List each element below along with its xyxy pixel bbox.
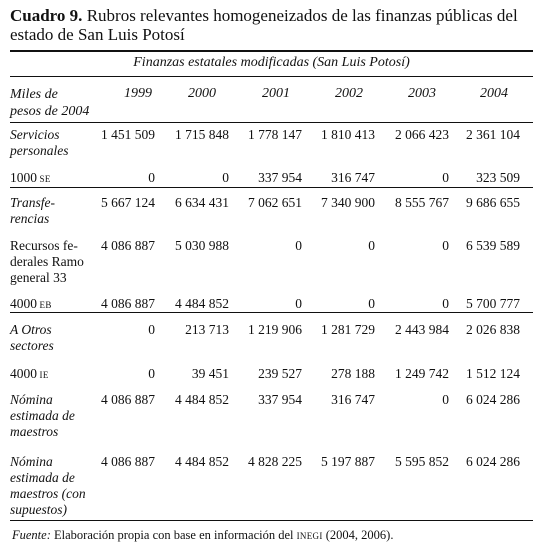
source-text-after: (2004, 2006). xyxy=(325,528,394,542)
row-label-line: rencias xyxy=(10,211,50,226)
table-cell: 1 249 742 xyxy=(395,366,449,381)
row-label-line: Transfe- xyxy=(10,195,56,210)
table-cell: 0 xyxy=(368,296,375,311)
table-cell: 9 686 655 xyxy=(466,195,520,210)
table-cell: 0 xyxy=(148,366,155,381)
year-header-2001: 2001 xyxy=(262,86,290,101)
table-cell: 337 954 xyxy=(258,170,302,185)
top-rule xyxy=(10,50,533,52)
table-cell: 4 086 887 xyxy=(101,238,155,253)
subtitle-rule xyxy=(10,76,533,77)
table-caption xyxy=(10,6,535,44)
table-cell: 5 197 887 xyxy=(321,454,375,469)
caption-text: Rubros relevantes homogeneizados de las finanzas públicas del estado de San Luis Potosí xyxy=(10,6,518,44)
year-header-2002: 2002 xyxy=(335,86,363,101)
row-label xyxy=(10,127,69,159)
row-label-line: maestros xyxy=(10,424,59,439)
table-cell: 2 026 838 xyxy=(466,322,520,337)
table-cell: 6 539 589 xyxy=(466,238,520,253)
bottom-rule xyxy=(10,520,533,521)
year-header-1999: 1999 xyxy=(124,86,152,101)
table-cell: 4 086 887 xyxy=(101,296,155,311)
row-label xyxy=(10,170,51,187)
row-label-line: derales Ramo xyxy=(10,254,84,269)
table-cell: 0 xyxy=(148,322,155,337)
table-subtitle: Finanzas estatales modificadas (San Luis Potosí) xyxy=(133,55,410,70)
source-label: Fuente: xyxy=(12,528,51,542)
table-cell: 0 xyxy=(148,170,155,185)
table-cell: 1 715 848 xyxy=(175,127,229,142)
source-org: INEGI xyxy=(296,531,323,541)
row-label-line: Nómina xyxy=(10,392,53,407)
row-label-line: general 33 xyxy=(10,270,67,285)
table-cell: 1 810 413 xyxy=(321,127,375,142)
row-label-line: Servicios xyxy=(10,127,60,142)
row-label xyxy=(10,195,55,227)
table-cell: 0 xyxy=(368,238,375,253)
table-cell: 0 xyxy=(295,238,302,253)
year-header-2000: 2000 xyxy=(188,86,216,101)
table-cell: 0 xyxy=(442,296,449,311)
table-cell: 278 188 xyxy=(331,366,375,381)
table-cell: 4 086 887 xyxy=(101,454,155,469)
table-cell: 1 219 906 xyxy=(248,322,302,337)
row-label-line: estimada de xyxy=(10,470,75,485)
table-cell: 213 713 xyxy=(185,322,229,337)
section-divider xyxy=(10,187,533,188)
row-label-line: personales xyxy=(10,143,69,158)
table-cell: 6 024 286 xyxy=(466,392,520,407)
stub-header-line-2: pesos de 2004 xyxy=(10,104,90,119)
table-cell: 4 484 852 xyxy=(175,454,229,469)
table-cell: 5 030 988 xyxy=(175,238,229,253)
header-rule xyxy=(10,122,533,123)
table-cell: 2 443 984 xyxy=(395,322,449,337)
table-cell: 0 xyxy=(295,296,302,311)
table-cell: 316 747 xyxy=(331,392,375,407)
table-cell: 4 828 225 xyxy=(248,454,302,469)
table-cell: 7 062 651 xyxy=(248,195,302,210)
row-label-suffix: SE xyxy=(37,174,51,184)
stub-header-line-1: Miles de xyxy=(10,87,58,102)
table-cell: 337 954 xyxy=(258,392,302,407)
table-cell: 8 555 767 xyxy=(395,195,449,210)
stub-header xyxy=(10,86,89,120)
table-cell: 4 484 852 xyxy=(175,296,229,311)
row-label-line: 4000 EB xyxy=(10,296,52,311)
row-label xyxy=(10,366,49,383)
row-label-line: Nómina xyxy=(10,454,53,469)
table-cell: 39 451 xyxy=(191,366,229,381)
table-cell: 1 281 729 xyxy=(321,322,375,337)
row-label-line: 4000 IE xyxy=(10,366,49,381)
caption-number: Cuadro 9. xyxy=(10,6,83,25)
row-label-line: maestros (con xyxy=(10,486,86,501)
table-cell: 0 xyxy=(442,170,449,185)
table-cell: 5 667 124 xyxy=(101,195,155,210)
table-cell: 6 024 286 xyxy=(466,454,520,469)
row-label-line: 1000 SE xyxy=(10,170,51,185)
row-label xyxy=(10,296,52,313)
year-header-2003: 2003 xyxy=(408,86,436,101)
table-cell: 5 700 777 xyxy=(466,296,520,311)
table-cell: 239 527 xyxy=(258,366,302,381)
table-cell: 1 451 509 xyxy=(101,127,155,142)
table-cell: 7 340 900 xyxy=(321,195,375,210)
row-label-suffix: IE xyxy=(37,370,49,380)
row-label-line: sectores xyxy=(10,338,54,353)
table-cell: 6 634 431 xyxy=(175,195,229,210)
row-label-line: estimada de xyxy=(10,408,75,423)
year-header-2004: 2004 xyxy=(480,86,508,101)
row-label-line: A Otros xyxy=(10,322,52,337)
table-cell: 1 778 147 xyxy=(248,127,302,142)
table-cell: 323 509 xyxy=(476,170,520,185)
table-cell: 5 595 852 xyxy=(395,454,449,469)
row-label-suffix: EB xyxy=(37,300,52,310)
table-cell: 1 512 124 xyxy=(466,366,520,381)
table-cell: 0 xyxy=(222,170,229,185)
table-cell: 0 xyxy=(442,238,449,253)
row-label-line: supuestos) xyxy=(10,502,67,517)
row-label-line: Recursos fe- xyxy=(10,238,78,253)
row-label xyxy=(10,238,84,286)
table-cell: 4 484 852 xyxy=(175,392,229,407)
source-text-before: Elaboración propia con base en información del xyxy=(54,528,294,542)
table-cell: 0 xyxy=(442,392,449,407)
section-divider xyxy=(10,312,533,313)
row-label xyxy=(10,322,54,354)
table-cell: 2 066 423 xyxy=(395,127,449,142)
row-label xyxy=(10,392,75,440)
table-cell: 316 747 xyxy=(331,170,375,185)
table-cell: 2 361 104 xyxy=(466,127,520,142)
table-cell: 4 086 887 xyxy=(101,392,155,407)
source-note xyxy=(12,528,393,543)
